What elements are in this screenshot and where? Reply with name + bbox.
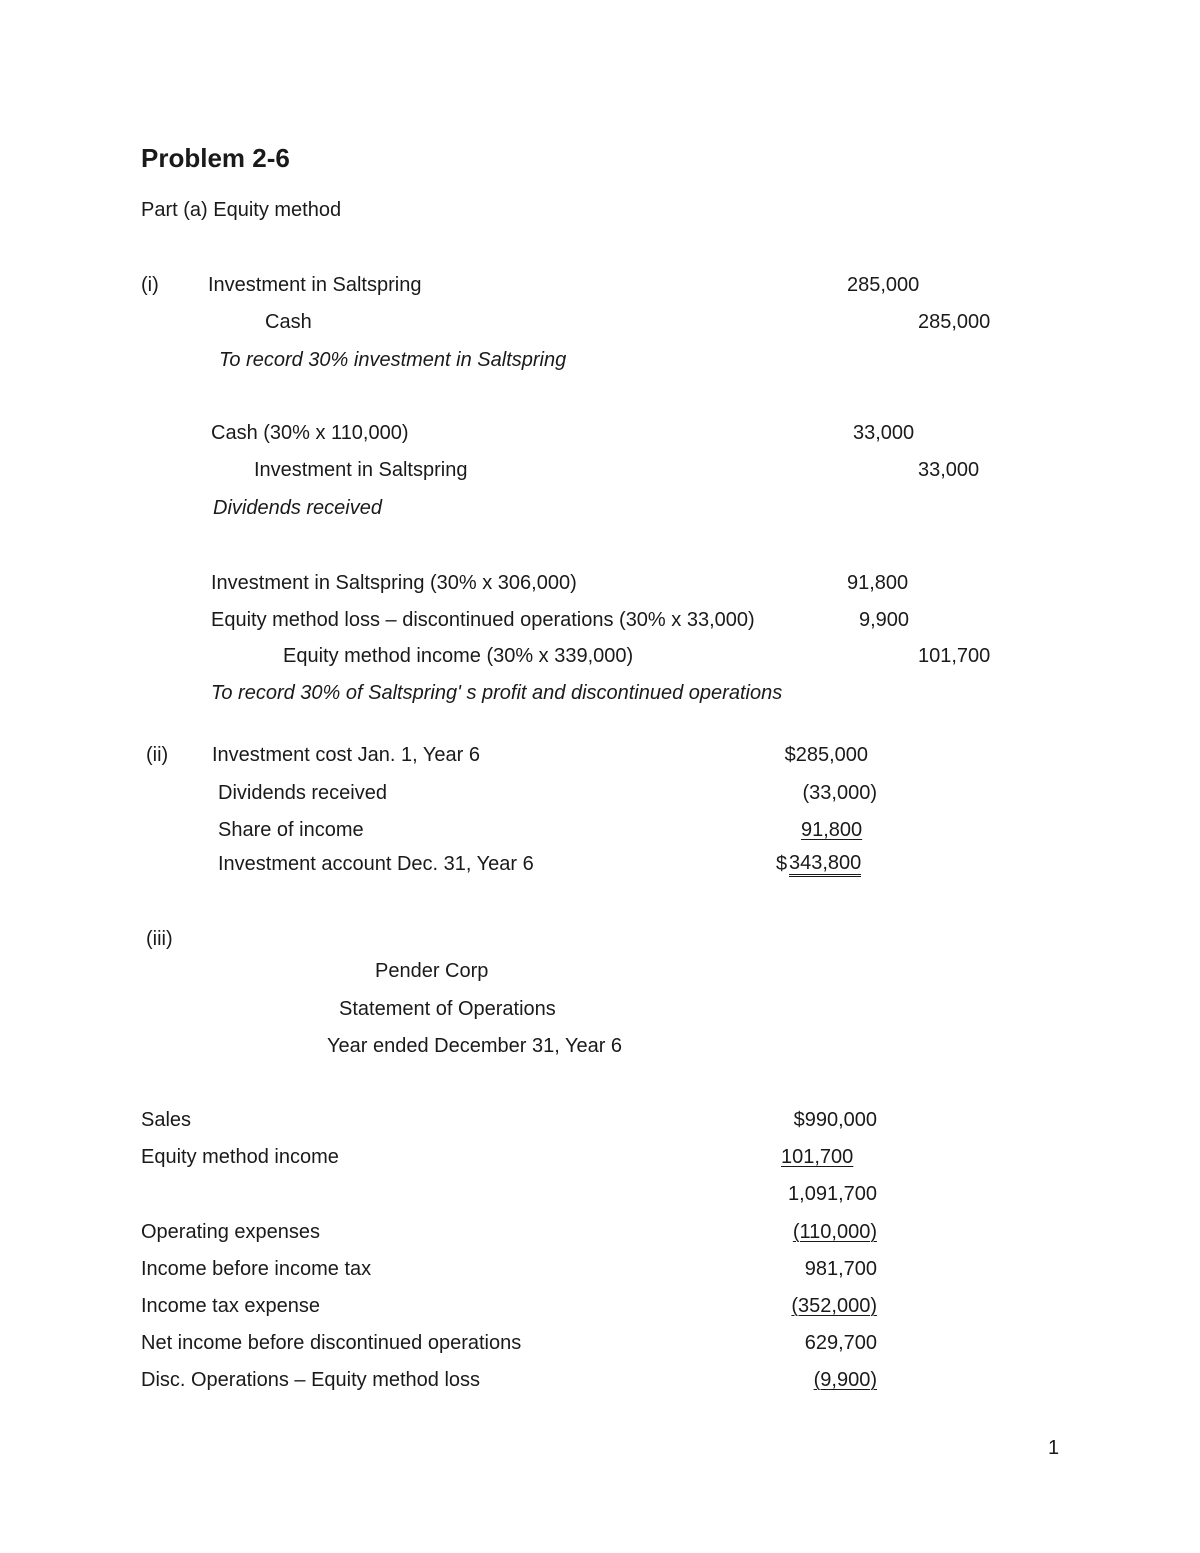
stmt-row-amount: (352,000)	[791, 1295, 877, 1317]
ii-row-amount: 91,800	[801, 819, 863, 841]
ii-row-amount: (33,000)	[802, 782, 877, 804]
stmt-row-amount: 101,700	[781, 1146, 854, 1168]
stmt-row-amount: (110,000)	[792, 1221, 877, 1243]
entry1-debit-account: Investment in Saltspring	[208, 274, 422, 296]
entry3-memo: To record 30% of Saltspring' s profit and discontinued operations	[211, 682, 783, 704]
ii-total-amount: 343,800	[789, 852, 861, 877]
statement-period: Year ended December 31, Year 6	[327, 1035, 623, 1057]
ii-row-label: Dividends received	[218, 782, 387, 804]
entry3-debit2-account: Equity method loss – discontinued operations (30% x 33,000)	[211, 609, 755, 631]
stmt-row-amount: $990,000	[793, 1109, 877, 1131]
ii-row-label: Investment cost Jan. 1, Year 6	[212, 744, 480, 766]
statement-title: Statement of Operations	[339, 998, 556, 1020]
stmt-row-label: Income tax expense	[141, 1295, 320, 1317]
company-name: Pender Corp	[375, 960, 489, 982]
entry3-debit-amount: 91,800	[847, 572, 909, 594]
entry2-memo: Dividends received	[213, 497, 382, 519]
entry3-credit-amount: 101,700	[918, 645, 991, 667]
entry2-debit-amount: 33,000	[853, 422, 915, 444]
entry2-credit-amount: 33,000	[918, 459, 980, 481]
page-number: 1	[1048, 1437, 1060, 1459]
entry1-credit-amount: 285,000	[918, 311, 991, 333]
stmt-row-label: Sales	[141, 1109, 192, 1131]
section-iii-label: (iii)	[146, 928, 173, 950]
entry2-credit-account: Investment in Saltspring	[254, 459, 468, 481]
entry1-credit-account: Cash	[265, 311, 312, 333]
stmt-row-label: Operating expenses	[141, 1221, 321, 1243]
stmt-row-label: Income before income tax	[141, 1258, 372, 1280]
entry3-credit-account: Equity method income (30% x 339,000)	[283, 645, 634, 667]
entry3-debit-account: Investment in Saltspring (30% x 306,000)	[211, 572, 577, 594]
section-ii-label: (ii)	[146, 744, 169, 766]
problem-title: Problem 2-6	[141, 143, 290, 173]
stmt-row-amount: (9,900)	[813, 1369, 877, 1391]
stmt-row-amount: 629,700	[804, 1332, 877, 1354]
stmt-row-label: Disc. Operations – Equity method loss	[141, 1369, 481, 1391]
stmt-row-amount: 981,700	[804, 1258, 877, 1280]
ii-row-amount: $285,000	[784, 744, 868, 766]
stmt-row-label: Net income before discontinued operations	[141, 1332, 522, 1354]
stmt-row-label: Equity method income	[141, 1146, 339, 1168]
ii-total-label: Investment account Dec. 31, Year 6	[218, 853, 534, 875]
entry1-debit-amount: 285,000	[847, 274, 920, 296]
entry3-debit2-amount: 9,900	[859, 609, 910, 631]
ii-total-currency: $	[776, 853, 788, 875]
ii-row-label: Share of income	[218, 819, 364, 841]
entry2-debit-account: Cash (30% x 110,000)	[211, 422, 409, 444]
section-i-label: (i)	[141, 274, 159, 296]
stmt-subtotal-amount: 1,091,700	[788, 1183, 877, 1205]
entry1-memo: To record 30% investment in Saltspring	[219, 349, 567, 371]
part-heading: Part (a) Equity method	[141, 199, 342, 221]
